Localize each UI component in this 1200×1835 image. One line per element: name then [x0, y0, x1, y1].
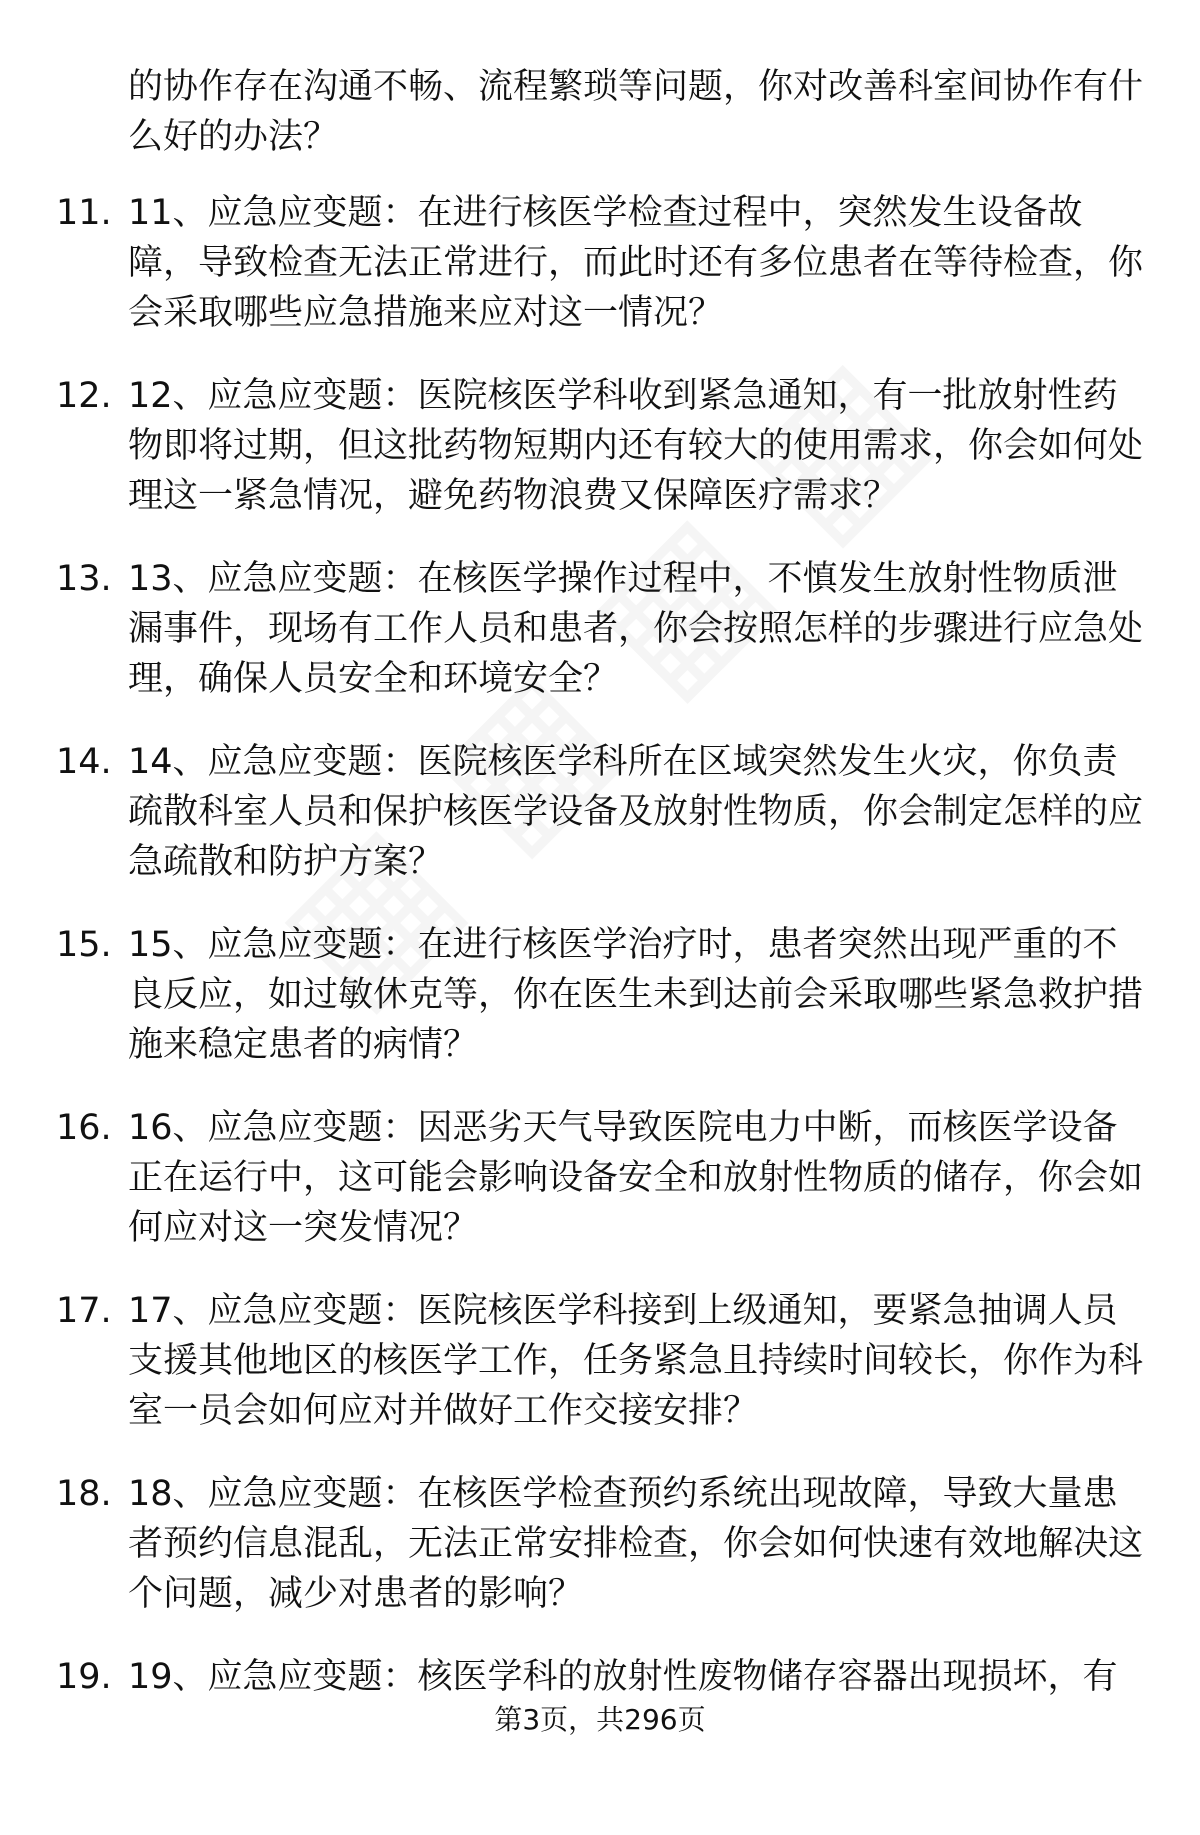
list-item [0, 371, 1200, 554]
question-text: 13、应急应变题：在核医学操作过程中，不慎发生放射性物质泄漏事件，现场有工作人员和患者，你会按照怎样的步骤进行应急处理，确保人员安全和环境安全？ [128, 559, 1144, 699]
list-item [0, 1103, 1200, 1286]
question-number: 15. [56, 925, 112, 965]
continuation-text: 的协作存在沟通不畅、流程繁琐等问题，你对改善科室间协作有什么好的办法？ [128, 67, 1144, 157]
question-text: 11、应急应变题：在进行核医学检查过程中，突然发生设备故障，导致检查无法正常进行，而此时还有多位患者在等待检查，你会采取哪些应急措施来应对这一情况？ [128, 193, 1144, 333]
question-number: 13. [56, 559, 112, 599]
question-text: 14、应急应变题：医院核医学科所在区域突然发生火灾，你负责疏散科室人员和保护核医学设备及放射性物质，你会制定怎样的应急疏散和防护方案？ [128, 742, 1144, 882]
question-number: 12. [56, 376, 112, 416]
question-text: 16、应急应变题：因恶劣天气导致医院电力中断，而核医学设备正在运行中，这可能会影响设备安全和放射性物质的储存，你会如何应对这一突发情况？ [128, 1108, 1144, 1248]
page-footer: 第3页，共296页 [494, 1703, 706, 1736]
list-item [0, 1469, 1200, 1652]
list-item [0, 1286, 1200, 1469]
question-text: 15、应急应变题：在进行核医学治疗时，患者突然出现严重的不良反应，如过敏休克等，你在医生未到达前会采取哪些紧急救护措施来稳定患者的病情？ [128, 925, 1144, 1065]
question-text: 17、应急应变题：医院核医学科接到上级通知，要紧急抽调人员支援其他地区的核医学工作，任务紧急且持续时间较长，你作为科室一员会如何应对并做好工作交接安排？ [128, 1291, 1144, 1431]
question-number: 11. [56, 193, 112, 233]
question-number: 16. [56, 1108, 112, 1148]
question-text: 18、应急应变题：在核医学检查预约系统出现故障，导致大量患者预约信息混乱，无法正常安排检查，你会如何快速有效地解决这个问题，减少对患者的影响？ [128, 1474, 1144, 1614]
list-item [0, 188, 1200, 371]
question-number: 17. [56, 1291, 112, 1331]
list-item [0, 737, 1200, 920]
question-text: 19、应急应变题：核医学科的放射性废物储存容器出现损坏，有 [128, 1657, 1118, 1697]
list-item [0, 554, 1200, 737]
list-item [0, 1652, 1200, 1835]
question-number: 14. [56, 742, 112, 782]
question-number: 19. [56, 1657, 112, 1697]
list-item [0, 920, 1200, 1103]
question-list [0, 188, 1200, 1835]
question-number: 18. [56, 1474, 112, 1514]
question-text: 12、应急应变题：医院核医学科收到紧急通知，有一批放射性药物即将过期，但这批药物短期内还有较大的使用需求，你会如何处理这一紧急情况，避免药物浪费又保障医疗需求？ [128, 376, 1144, 516]
